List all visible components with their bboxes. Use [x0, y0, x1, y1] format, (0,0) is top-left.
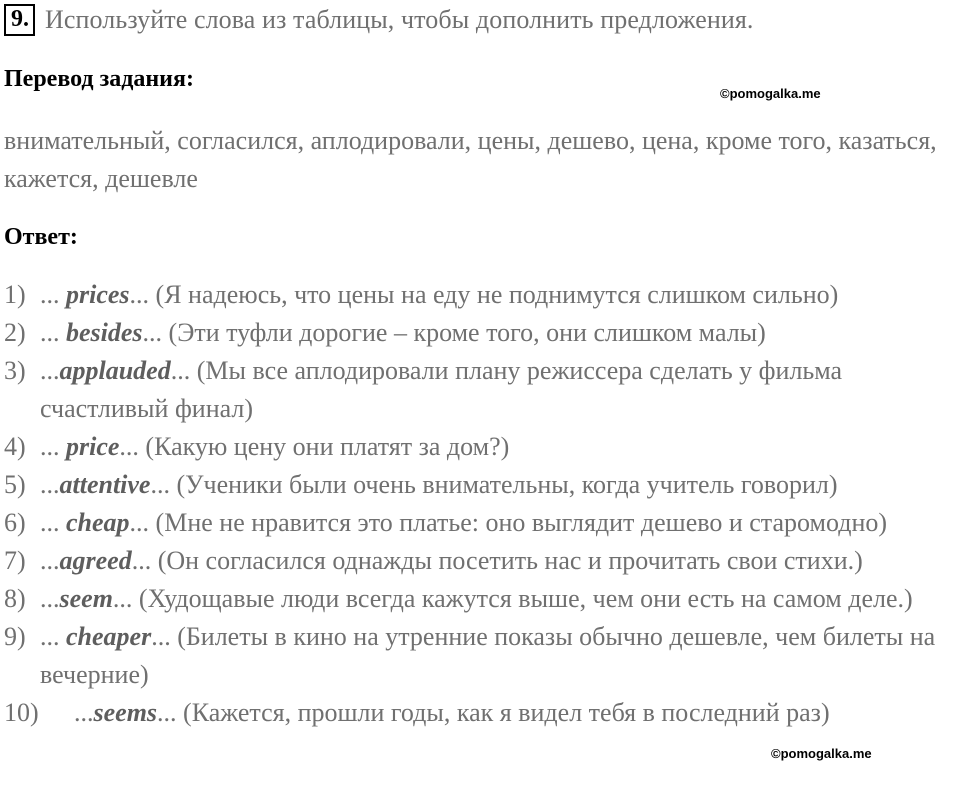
- answer-word: prices: [66, 280, 130, 309]
- answer-text: ...agreed... (Он согласился однажды посетить нас и прочитать свои стихи.): [40, 546, 863, 575]
- answer-word: applauded: [59, 356, 171, 385]
- answer-item: [4, 580, 960, 618]
- answer-text: ...applauded... (Мы все аплодировали плану режиссера сделать у фильма счастливый финал): [40, 356, 843, 423]
- answer-text: ... cheaper... (Билеты в кино на утренние показы обычно дешевле, чем билеты на вечерние): [40, 622, 936, 689]
- answer-item: [4, 694, 960, 732]
- answer-text: ...attentive... (Ученики были очень внимательны, когда учитель говорил): [40, 470, 838, 499]
- answer-text: ...seems... (Кажется, прошли годы, как я видел тебя в последний раз): [74, 698, 830, 727]
- answer-item: [4, 352, 960, 428]
- answer-text: ... cheap... (Мне не нравится это платье: оно выглядит дешево и старомодно): [40, 508, 888, 537]
- answer-list: [4, 276, 960, 732]
- answer-text: ... prices... (Я надеюсь, что цены на еду не поднимутся слишком сильно): [40, 280, 839, 309]
- answer-text: ... besides... (Эти туфли дорогие – кроме того, они слишком малы): [40, 318, 766, 347]
- answer-word: cheaper: [66, 622, 152, 651]
- answer-word: cheap: [66, 508, 130, 537]
- answer-number: 2): [4, 318, 26, 347]
- answer-word: besides: [66, 318, 143, 347]
- watermark-top: ©pomogalka.me: [720, 86, 821, 101]
- watermark-bottom: ©pomogalka.me: [771, 746, 872, 761]
- answer-number: 10): [4, 698, 39, 727]
- answer-number: 6): [4, 508, 26, 537]
- answer-item: [4, 466, 960, 504]
- answer-number: 7): [4, 546, 26, 575]
- answer-word: attentive: [59, 470, 151, 499]
- answer-number: 8): [4, 584, 26, 613]
- answer-word: seem: [59, 584, 113, 613]
- answer-item: [4, 314, 960, 352]
- answer-word: agreed: [59, 546, 132, 575]
- answer-item: [4, 504, 960, 542]
- answer-item: [4, 276, 960, 314]
- answer-number: 4): [4, 432, 26, 461]
- task-header: [4, 4, 754, 36]
- translation-heading: Перевод задания:: [4, 66, 194, 92]
- answer-number: 5): [4, 470, 26, 499]
- answer-word: seems: [93, 698, 158, 727]
- task-instruction: Используйте слова из таблицы, чтобы дополнить предложения.: [45, 5, 754, 34]
- answer-number: 9): [4, 622, 26, 651]
- answer-text: ... price... (Какую цену они платят за дом?): [40, 432, 510, 461]
- answer-text: ...seem... (Худощавые люди всегда кажутся выше, чем они есть на самом деле.): [40, 584, 913, 613]
- answer-heading: Ответ:: [4, 224, 78, 250]
- answer-item: [4, 618, 960, 694]
- answer-number: 1): [4, 280, 26, 309]
- answer-item: [4, 428, 960, 466]
- answer-word: price: [66, 432, 120, 461]
- word-list: внимательный, согласился, аплодировали, цены, дешево, цена, кроме того, казаться, кажется, дешевле: [4, 126, 937, 193]
- task-number: 9.: [4, 4, 35, 36]
- answer-number: 3): [4, 356, 26, 385]
- answer-item: [4, 542, 960, 580]
